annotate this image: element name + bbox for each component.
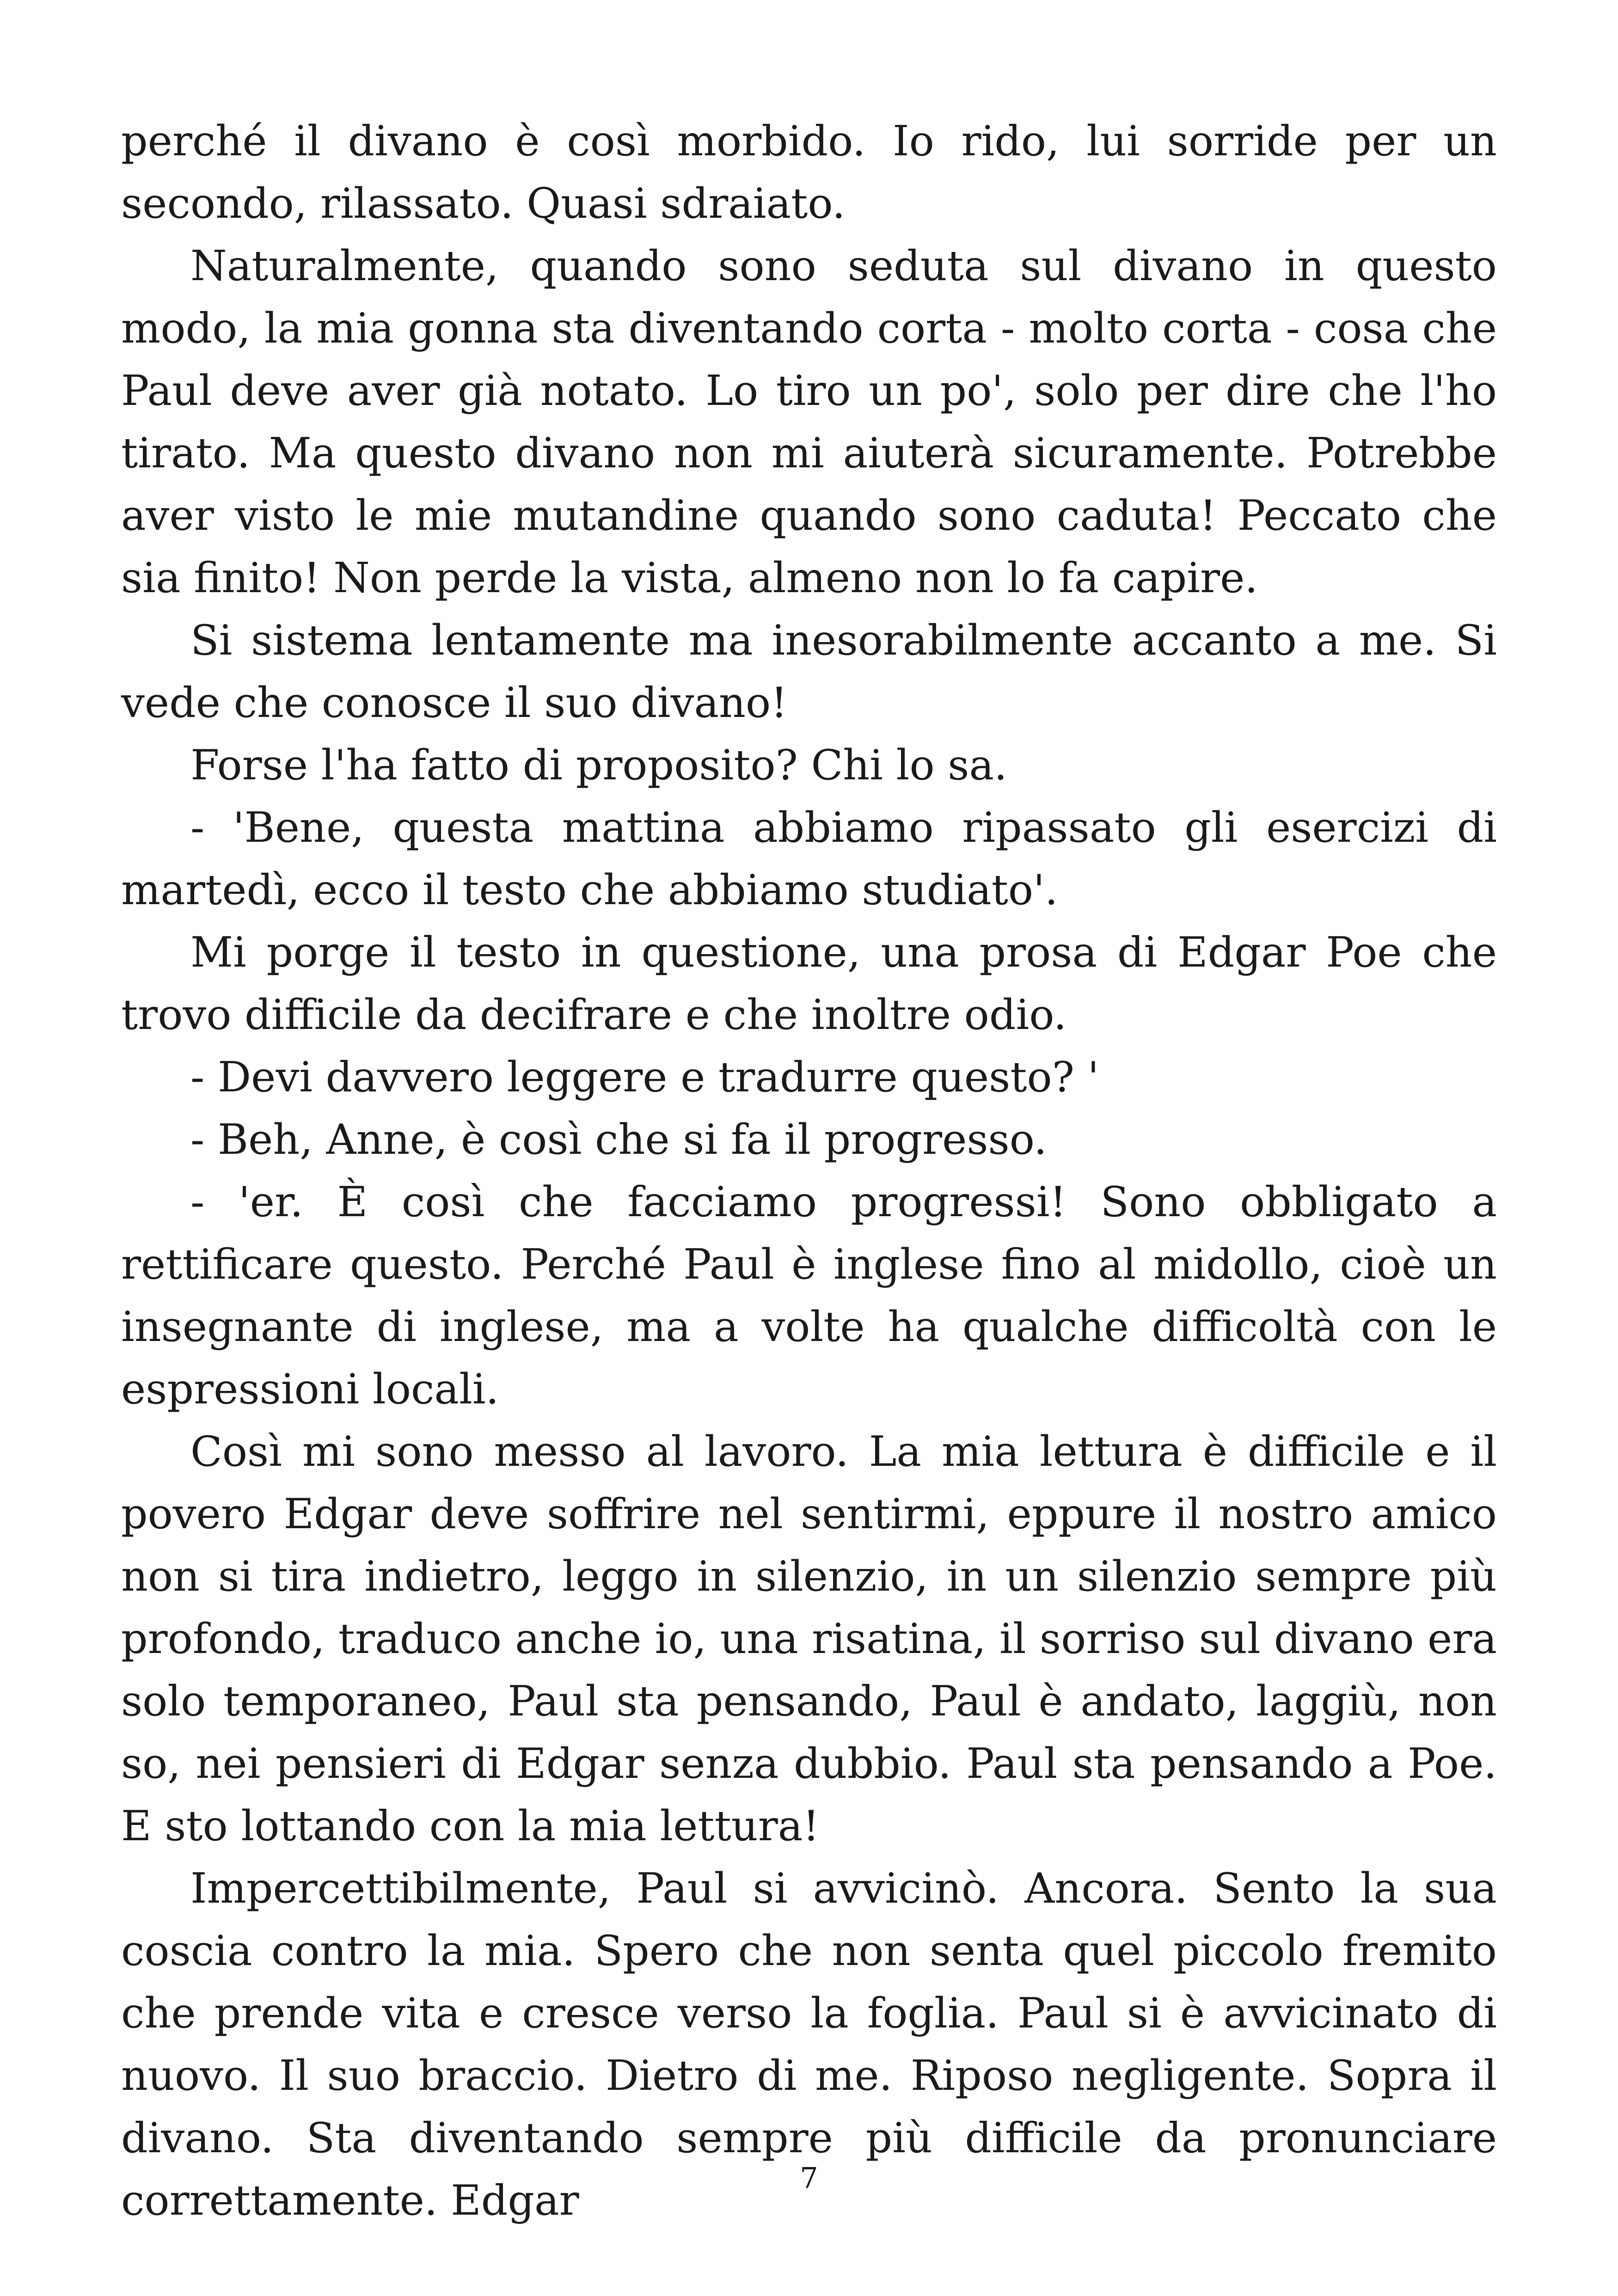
paragraph-10: Così mi sono messo al lavoro. La mia lettura è difficile e il povero Edgar deve soffrire nel sentirmi, eppure il nostro amico non si tira indietro, leggo in silenzio, in un silenzio sempre più profondo, traduco anche io, una risatina, il sorriso sul divano era solo temporaneo, Paul sta pensando, Paul è andato, laggiù, non so, nei pensieri di Edgar senza dubbio. Paul sta pensando a Poe. E sto lottando con la mia lettura! [121,1427,1497,1850]
paragraph-2: Naturalmente, quando sono seduta sul divano in questo modo, la mia gonna sta diventando corta - molto corta - cosa che Paul deve aver già notato. Lo tiro un po', solo per dire che l'ho tirato. Ma questo divano non mi aiuterà sicuramente. Potrebbe aver visto le mie mutandine quando sono caduta! Peccato che sia finito! Non perde la vista, almeno non lo fa capire. [121,242,1497,602]
page-number: 7 [800,2161,818,2195]
paragraph-11: Impercettibilmente, Paul si avvicinò. Ancora. Sento la sua coscia contro la mia. Spero che non senta quel piccolo fremito che prende vita e cresce verso la foglia. Paul si è avvicinato di nuovo. Il suo braccio. Dietro di me. Riposo negligente. Sopra il divano. Sta diventando sempre più difficile da pronunciare correttamente. Edgar [121,1864,1497,2225]
paragraph-8: - Beh, Anne, è così che si fa il progresso. [190,1115,1047,1164]
paragraph-1: perché il divano è così morbido. Io rido, lui sorride per un secondo, rilassato. Quasi sdraiato. [121,117,1497,228]
paragraph-9: - 'er. È così che facciamo progressi! Sono obbligato a rettificare questo. Perché Paul è inglese fino al midollo, cioè un insegnante di inglese, ma a volte ha qualche difficoltà con le espressioni locali. [121,1178,1497,1414]
paragraph-7: - Devi davvero leggere e tradurre questo? ' [190,1053,1099,1102]
paragraph-4: Forse l'ha fatto di proposito? Chi lo sa. [190,741,1007,790]
paragraph-5: - 'Bene, questa mattina abbiamo ripassato gli esercizi di martedì, ecco il testo che abbiamo studiato'. [121,803,1497,914]
paragraph-3: Si sistema lentamente ma inesorabilmente accanto a me. Si vede che conosce il suo divano! [121,616,1497,727]
paragraph-6: Mi porge il testo in questione, una prosa di Edgar Poe che trovo difficile da decifrare e che inoltre odio. [121,928,1497,1039]
body-text [121,110,1497,2232]
